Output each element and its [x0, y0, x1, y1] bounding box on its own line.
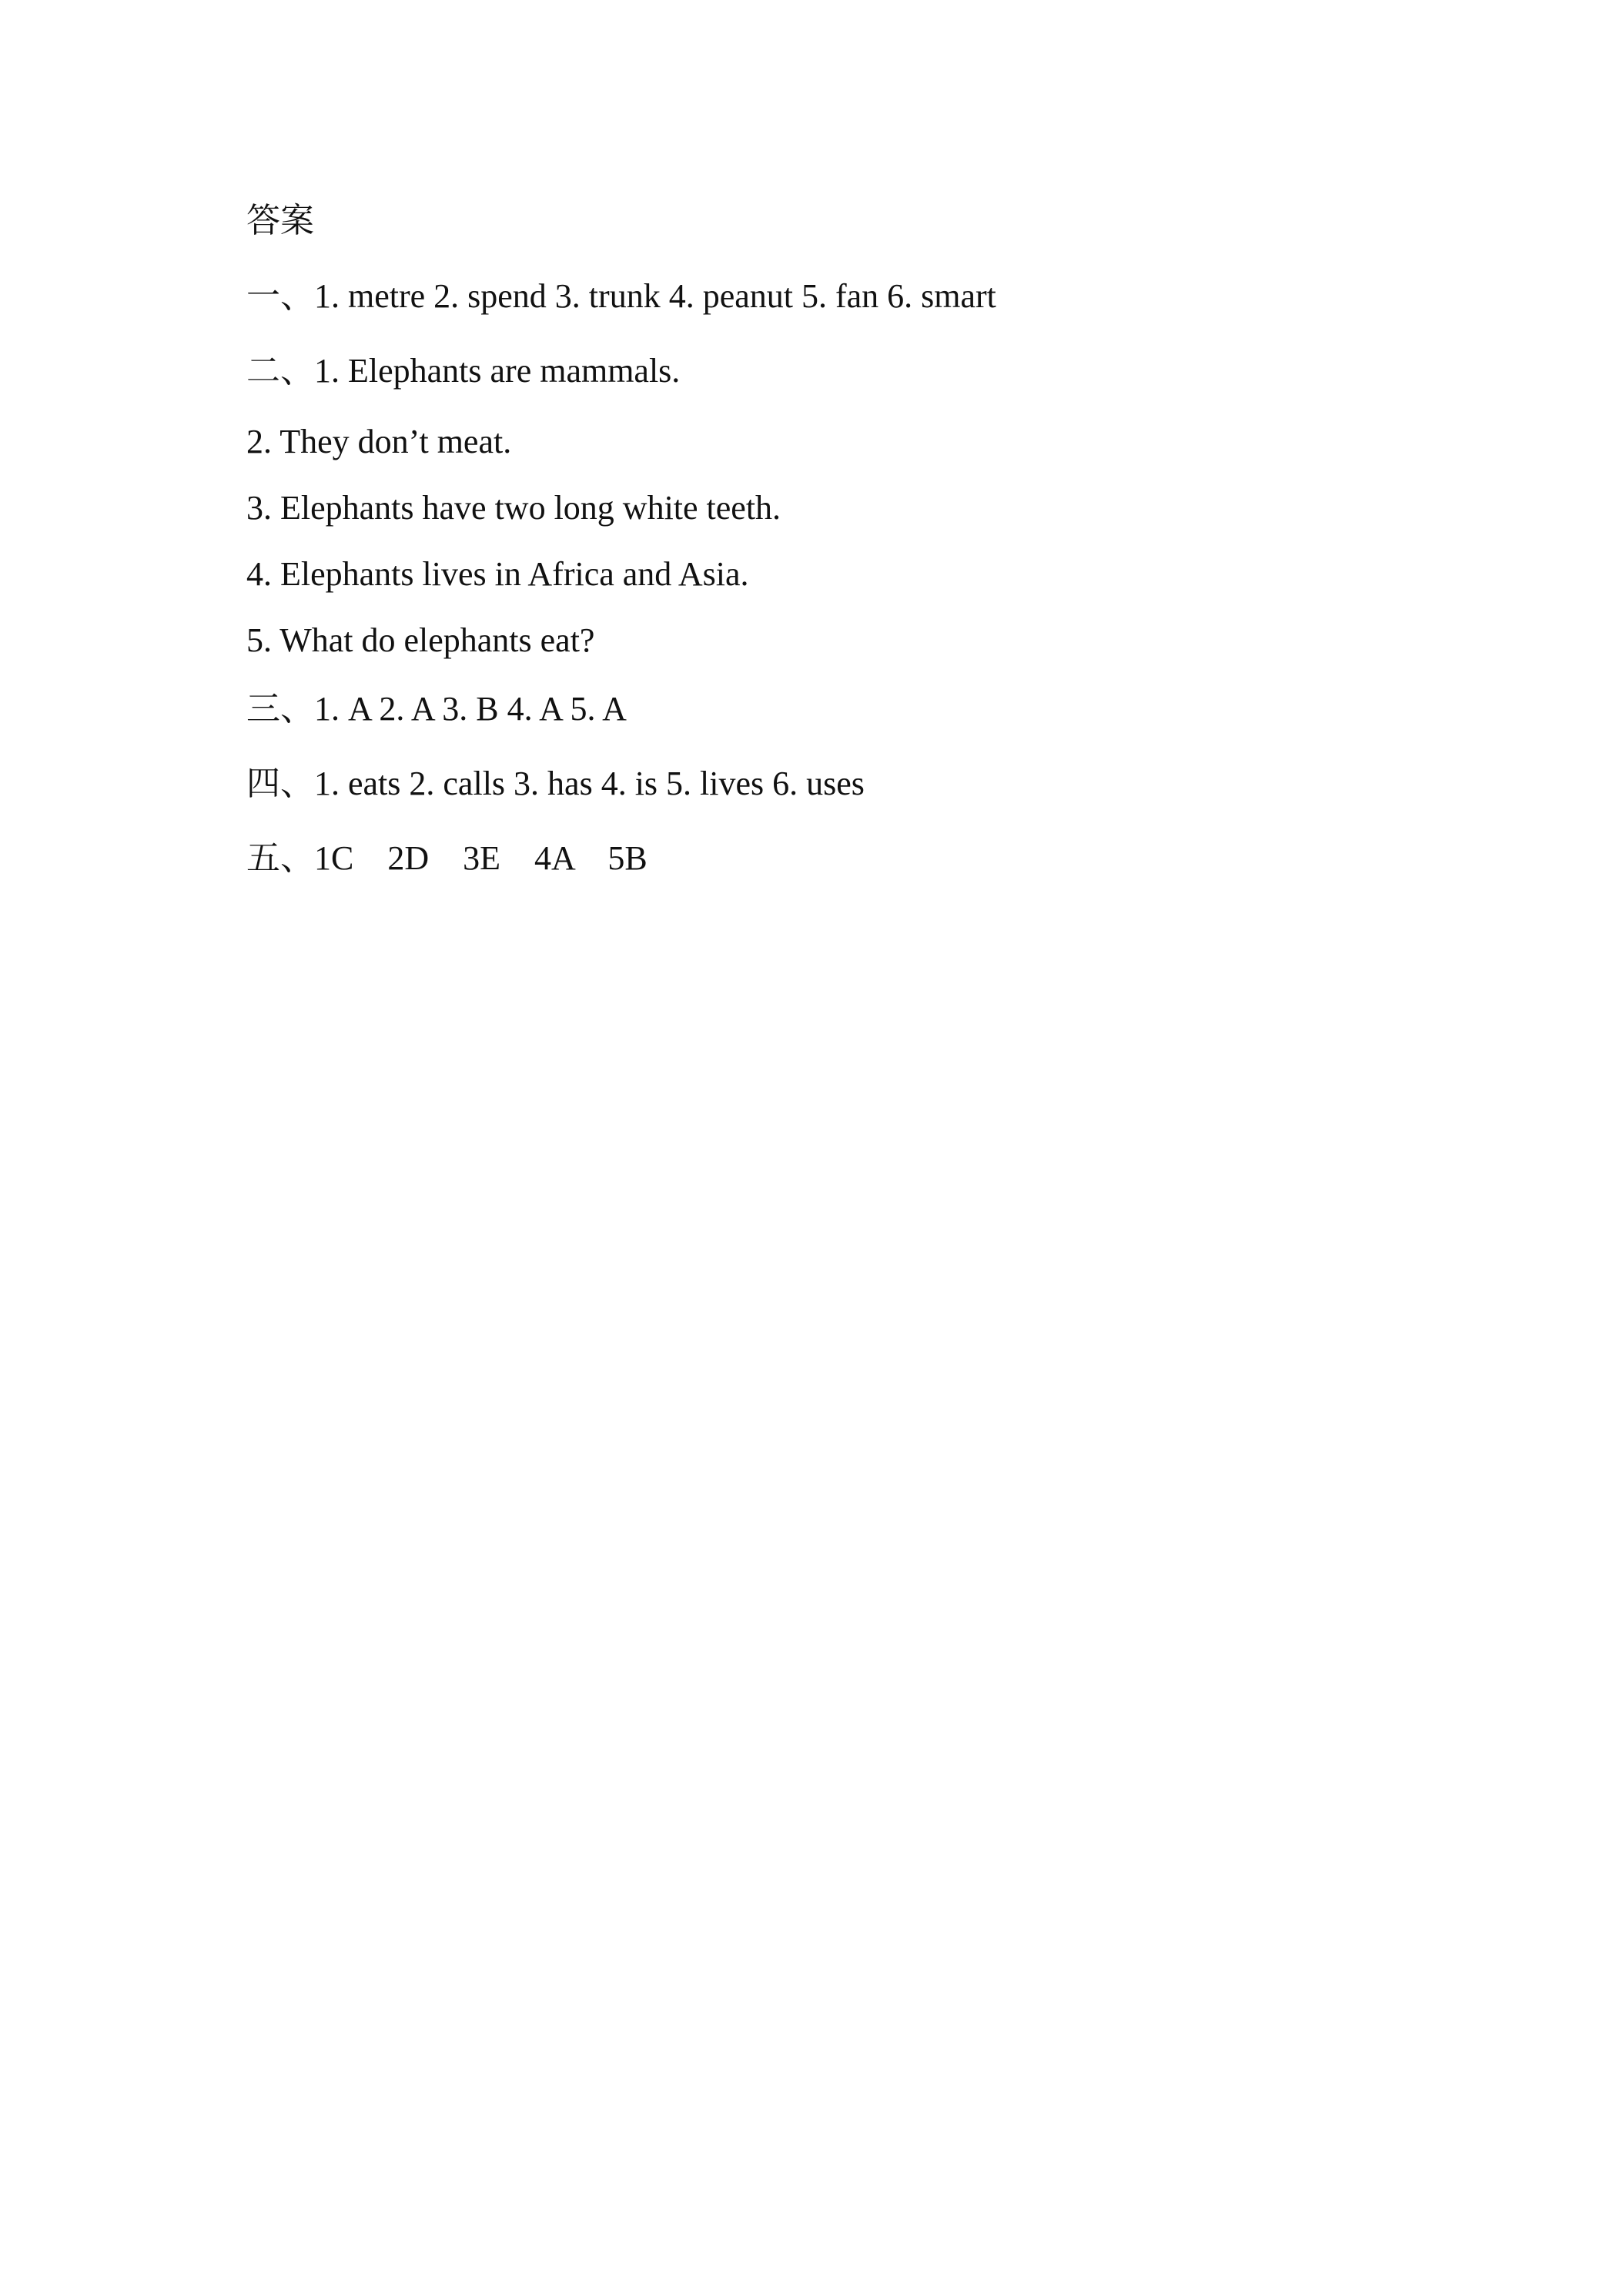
answer-section-2-item-4: 4. Elephants lives in Africa and Asia. [246, 555, 749, 593]
answer-heading: 答案 [246, 202, 314, 239]
answer-section-2-item-5: 5. What do elephants eat? [246, 621, 595, 659]
answer-section-5: 五、1C 2D 3E 4A 5B [246, 839, 648, 877]
answer-section-2-item-3: 3. Elephants have two long white teeth. [246, 489, 781, 527]
answer-section-4: 四、1. eats 2. calls 3. has 4. is 5. lives 6. uses [246, 765, 865, 802]
answer-section-2-item-2: 2. They don’t meat. [246, 423, 512, 460]
answer-section-2-item-1: 二、1. Elephants are mammals. [246, 352, 681, 390]
answer-section-3: 三、1. A 2. A 3. B 4. A 5. A [246, 690, 627, 728]
answer-section-1: 一、1. metre 2. spend 3. trunk 4. peanut 5. fan 6. smart [246, 277, 996, 315]
